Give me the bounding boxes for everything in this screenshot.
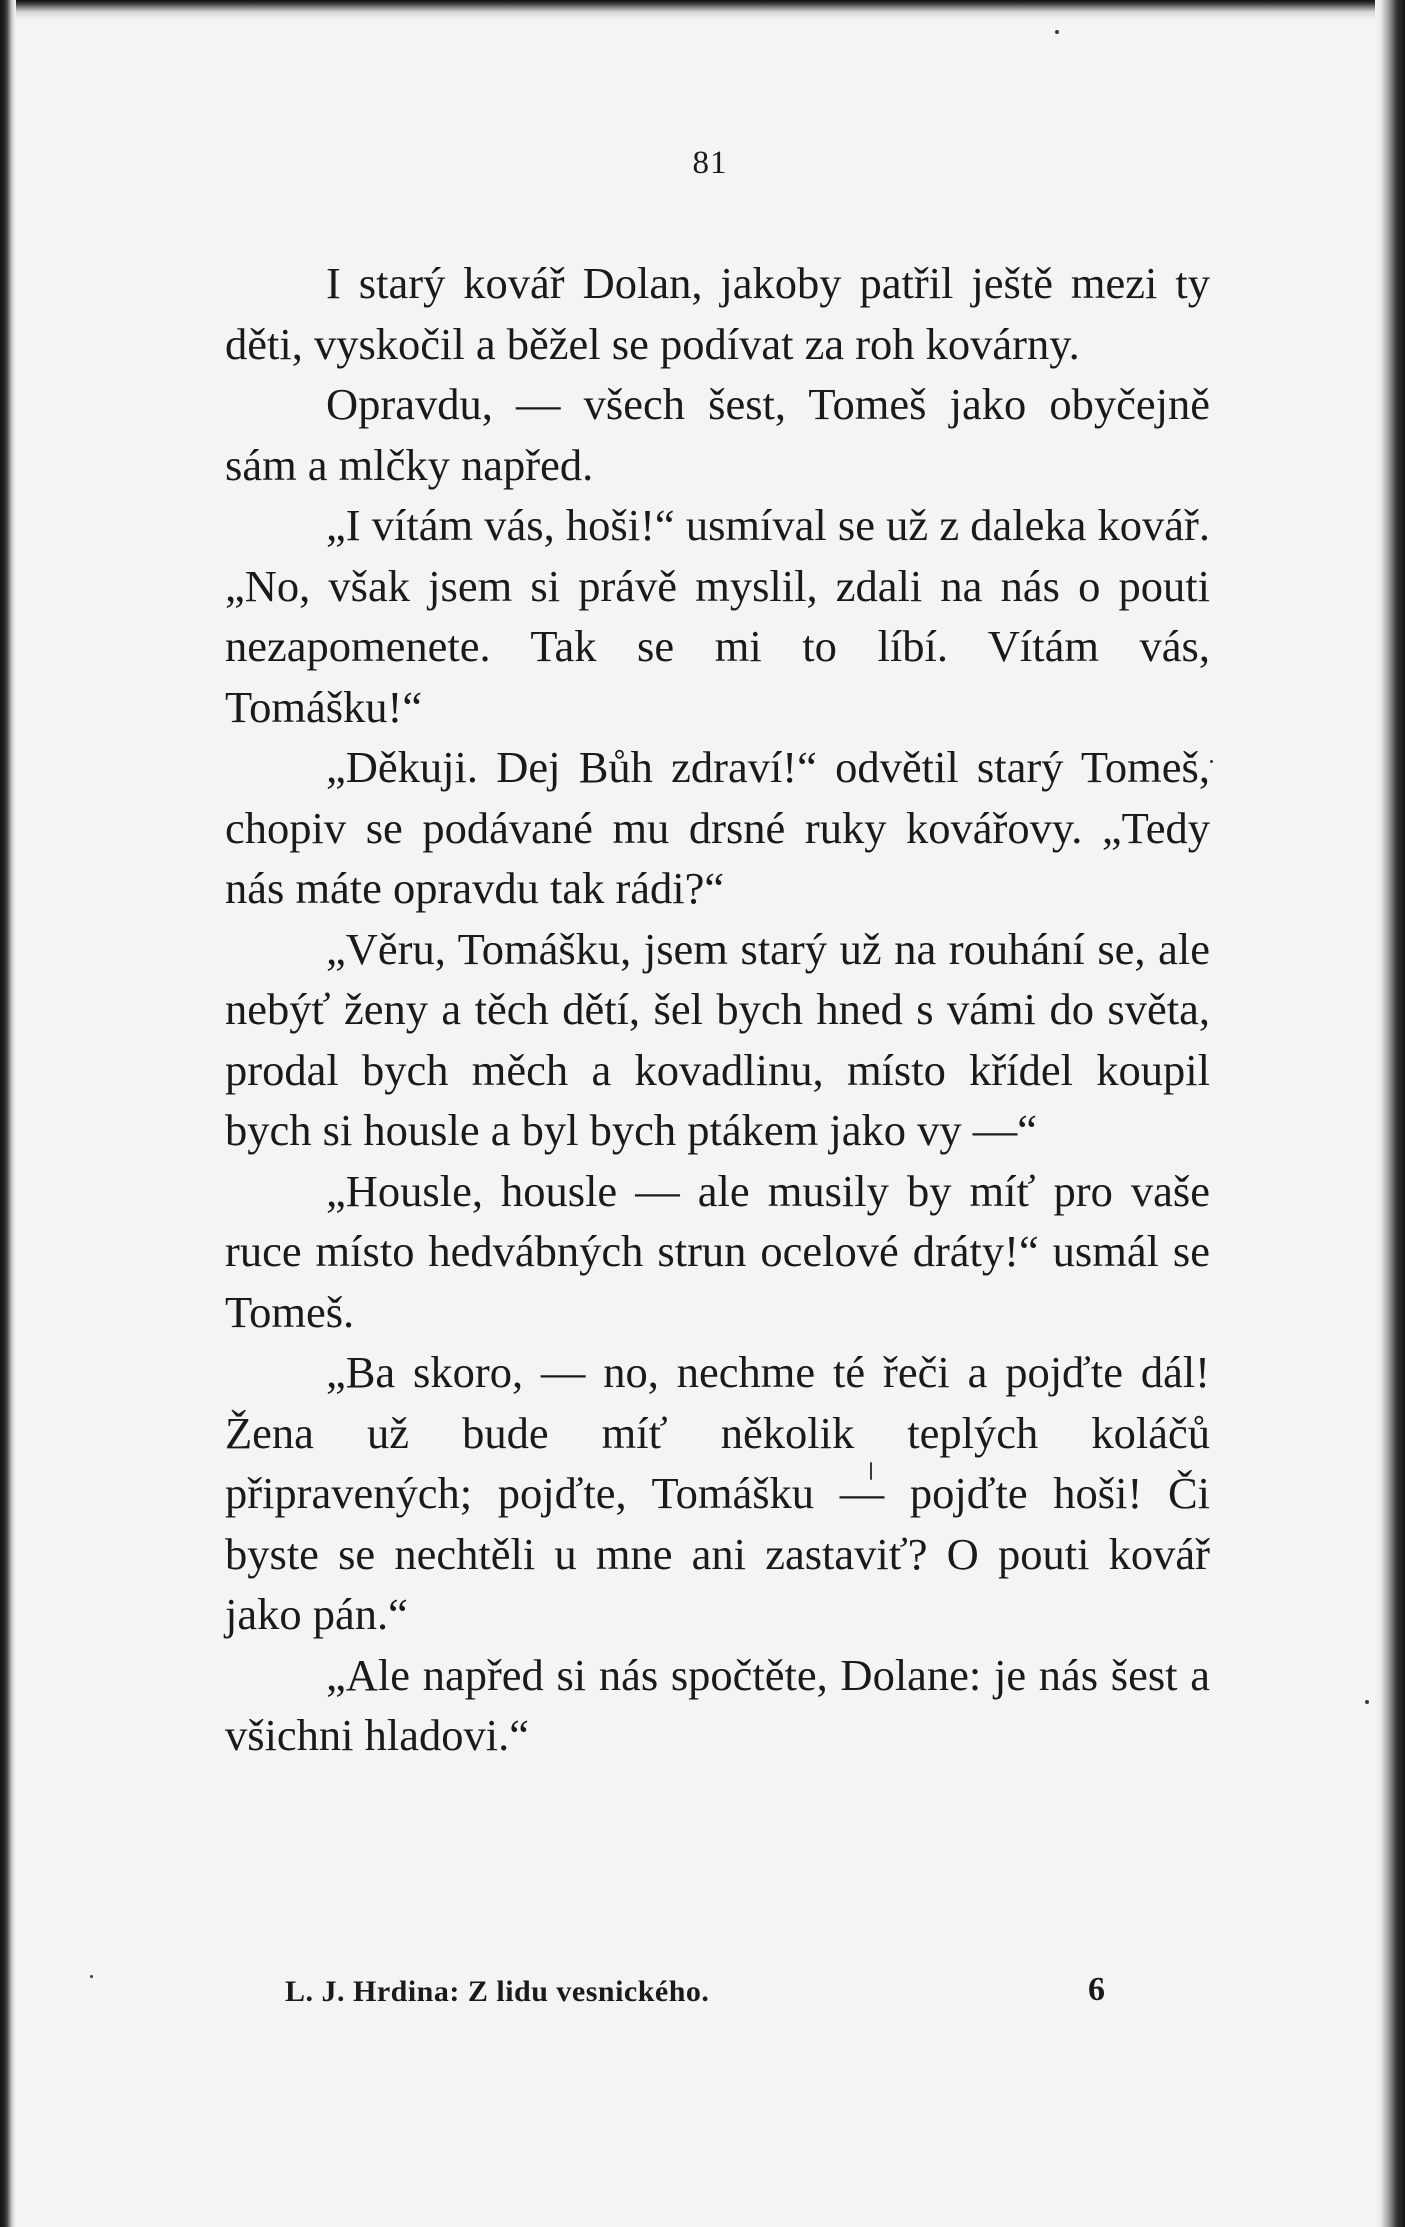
paragraph: „Ba skoro, — no, nechme té řeči a pojďte dál! Žena už bude míť několik teplých koláčů připravených; pojďte, Tomášku — pojďte hoši! Či byste se nechtěli u mne ani zastaviť? O pouti kovář jako pán.“ bbox=[225, 1347, 1210, 1639]
footer-signature-mark: 6 bbox=[1088, 1971, 1105, 2008]
paragraph: Opravdu, — všech šest, Tomeš jako obyčejně sám a mlčky napřed. bbox=[225, 379, 1210, 490]
paragraph: „Ale napřed si nás spočtěte, Dolane: je nás šest a všichni hladovi.“ bbox=[225, 1649, 1210, 1760]
paragraph: „Věru, Tomášku, jsem starý už na rouhání se, ale nebýť ženy a těch dětí, šel bych hned s vámi do světa, prodal bych měch a kovadlinu, místo křídel koupil bych si housle a byl bych ptákem jako vy —“ bbox=[225, 923, 1210, 1155]
scan-edge-top bbox=[0, 0, 1405, 20]
scan-edge-left bbox=[0, 0, 16, 2227]
footer-author-title: L. J. Hrdina: Z lidu vesnického. bbox=[285, 1975, 710, 2008]
paragraph: I starý kovář Dolan, jakoby patřil ještě mezi ty děti, vyskočil a běžel se podívat za roh kovárny. bbox=[225, 258, 1210, 369]
paragraph: „Děkuji. Dej Bůh zdraví!“ odvětil starý Tomeš, chopiv se podávané mu drsné ruky kovářovy. „Tedy nás máte opravdu tak rádi?“ bbox=[225, 742, 1210, 913]
body-text bbox=[225, 253, 1210, 1766]
paragraph: „I vítám vás, hoši!“ usmíval se už z daleka kovář. „No, však jsem si právě myslil, zdali na nás o pouti nezapomenete. Tak se mi to líbí. Vítám vás, Tomášku!“ bbox=[225, 500, 1210, 732]
scan-speck bbox=[1365, 1700, 1369, 1704]
scan-edge-right bbox=[1375, 0, 1405, 2227]
page-footer bbox=[285, 1971, 1105, 2015]
paragraph: „Housle, housle — ale musily by míť pro vaše ruce místo hedvábných strun ocelové dráty!“ usmál se Tomeš. bbox=[225, 1165, 1210, 1337]
scan-speck bbox=[1210, 760, 1213, 763]
scan-speck bbox=[1055, 30, 1059, 34]
scan-speck bbox=[90, 1975, 93, 1978]
page-number: 81 bbox=[692, 145, 728, 181]
